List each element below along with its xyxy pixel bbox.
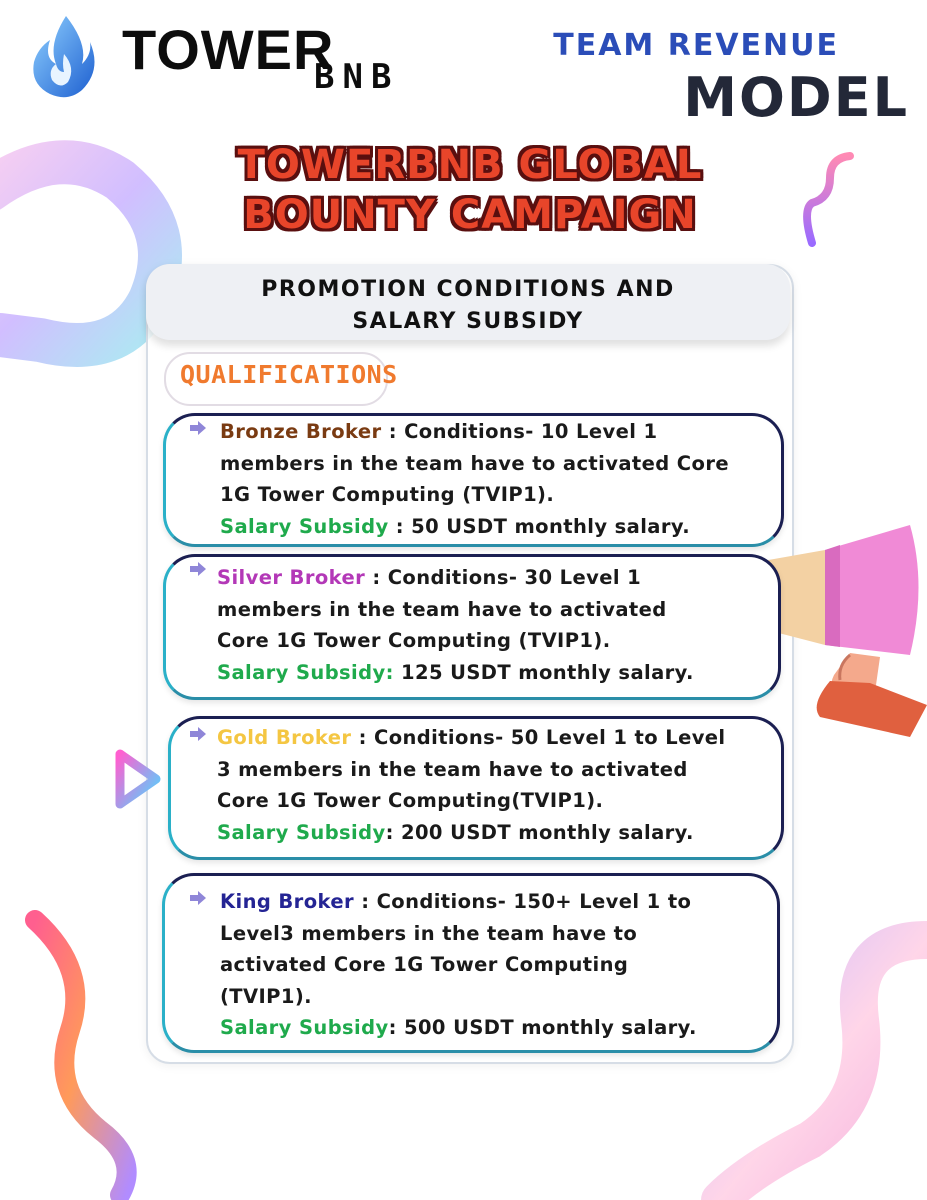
- broker-card-king-text: [220, 886, 697, 1044]
- panel-title: [146, 274, 790, 338]
- broker-card-silver-text: [217, 562, 694, 688]
- broker-condition: Level3 members in the team have to: [220, 921, 638, 945]
- broker-condition: members in the team have to activated: [217, 597, 667, 621]
- salary-value: : 200 USDT monthly salary.: [385, 820, 694, 844]
- broker-condition: : Conditions- 30 Level 1: [365, 566, 642, 589]
- brand-name: TOWER: [122, 18, 335, 81]
- salary-label: Salary Subsidy: [220, 514, 389, 538]
- decorative-swirl-bottom-left: [20, 910, 160, 1200]
- brand-suffix: BNB: [314, 57, 400, 97]
- broker-condition: : Conditions- 150+ Level 1 to: [354, 890, 692, 913]
- broker-card-bronze-text: [220, 416, 729, 542]
- salary-label: Salary Subsidy: [217, 820, 386, 844]
- salary-label: Salary Subsidy: [220, 1016, 389, 1039]
- broker-condition: (TVIP1).: [220, 984, 312, 1008]
- arrow-right-icon: [190, 727, 206, 741]
- flame-logo-icon: [30, 14, 96, 100]
- salary-value: : 50 USDT monthly salary.: [388, 514, 691, 538]
- broker-condition: : Conditions- 10 Level 1: [381, 420, 658, 443]
- broker-condition: Core 1G Tower Computing(TVIP1).: [217, 789, 604, 812]
- broker-name: Gold Broker: [217, 726, 352, 749]
- qualifications-label: QUALIFICATIONS: [180, 360, 398, 389]
- salary-label: Salary Subsidy:: [217, 660, 394, 684]
- arrow-right-icon: [190, 421, 206, 435]
- header-line-1: TEAM REVENUE: [553, 28, 839, 63]
- salary-value: : 500 USDT monthly salary.: [388, 1016, 697, 1039]
- broker-name: Bronze Broker: [220, 420, 382, 443]
- broker-condition: Core 1G Tower Computing (TVIP1).: [217, 629, 611, 652]
- campaign-title-line-1: TOWERBNB GLOBAL: [237, 142, 703, 188]
- broker-condition: : Conditions- 50 Level 1 to Level: [351, 726, 726, 749]
- salary-value: 125 USDT monthly salary.: [393, 660, 694, 684]
- broker-name: King Broker: [220, 890, 354, 913]
- panel-title-line-1: PROMOTION CONDITIONS AND: [261, 277, 675, 302]
- play-icon: [112, 748, 162, 810]
- broker-condition: members in the team have to activated Core: [220, 451, 729, 475]
- arrow-right-icon: [190, 891, 206, 905]
- broker-condition: 3 members in the team have to activated: [217, 757, 688, 781]
- broker-condition: activated Core 1G Tower Computing: [220, 953, 629, 976]
- broker-condition: 1G Tower Computing (TVIP1).: [220, 483, 555, 506]
- campaign-title: [180, 140, 760, 240]
- brand-logo[interactable]: [30, 14, 430, 104]
- broker-name: Silver Broker: [217, 566, 366, 589]
- broker-card-gold-text: [217, 722, 726, 848]
- arrow-right-icon: [190, 562, 206, 576]
- campaign-title-line-2: BOUNTY CAMPAIGN: [243, 192, 697, 238]
- decorative-squiggle-top-right: [800, 148, 860, 248]
- header-line-2: MODEL: [683, 66, 909, 129]
- panel-title-line-2: SALARY SUBSIDY: [352, 309, 584, 334]
